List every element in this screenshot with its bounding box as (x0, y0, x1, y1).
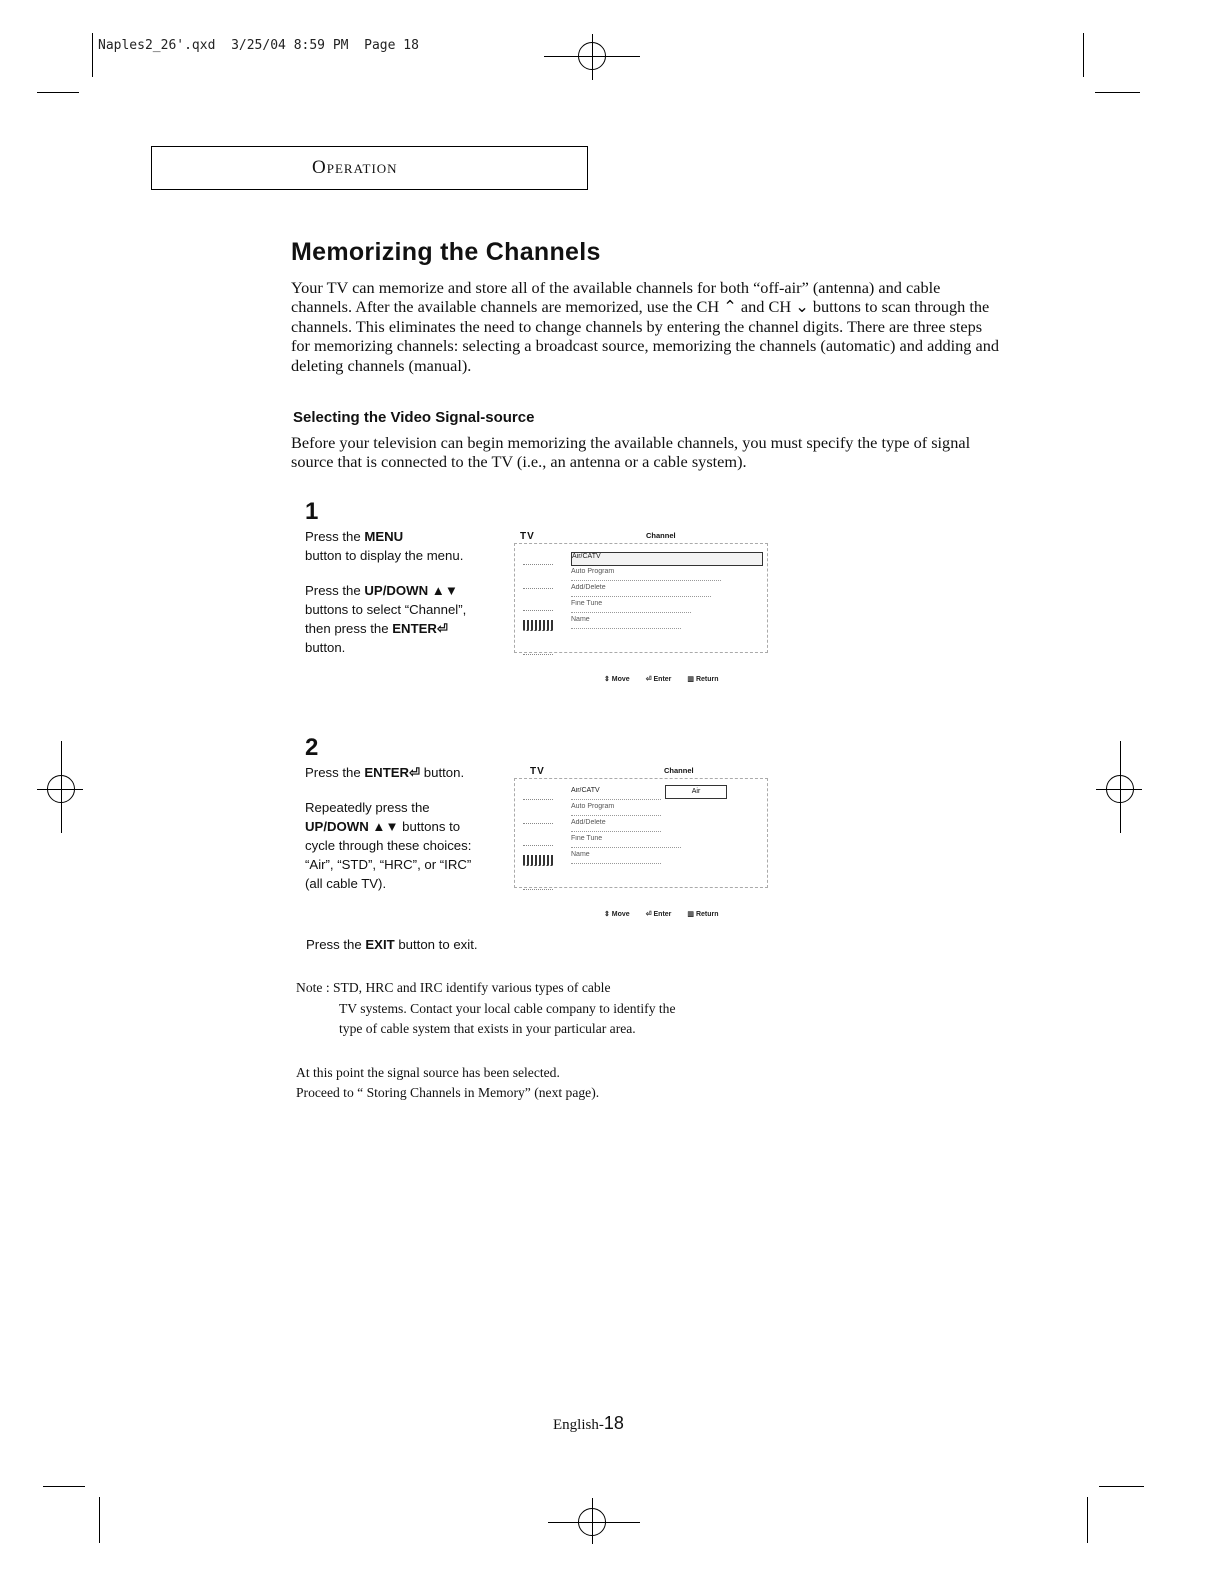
menu-footer (604, 675, 719, 683)
menu-row: Name (571, 616, 681, 629)
registration-mark-line (61, 741, 62, 833)
intro-paragraph: Your TV can memorize and store all of the available channels for both “off-air” (antenna) and cable channels. After the available channels are memorized, use the CH ⌃ and CH ⌄ buttons to scan through the channels. This eliminates the need to change channels by entering the channel digits. There are three steps for memorizing channels: selecting a broadcast source, memorizing the channels (automatic) and adding and deleting channels (manual). (291, 278, 999, 375)
menu-row: Auto Program (571, 568, 721, 581)
menu-frame (514, 543, 768, 653)
note-line: type of cable system that exists in your particular area. (339, 1021, 636, 1037)
input-icon (523, 875, 553, 890)
menu-row: Air/CATV (571, 787, 661, 800)
step-number: 2 (305, 734, 319, 761)
step-number: 1 (305, 498, 319, 525)
crop-mark (37, 92, 79, 93)
page-number: English-18 (553, 1413, 624, 1433)
note-line: Note : STD, HRC and IRC identify various types of cable (296, 980, 611, 995)
input-icon (523, 640, 553, 655)
crop-mark (1083, 33, 1084, 77)
sound-icon (523, 574, 553, 589)
menu-row: Fine Tune (571, 835, 681, 848)
enter-button-ref: ENTER⏎ (392, 621, 448, 636)
tv-menu-screenshot (506, 766, 768, 918)
registration-mark-line (592, 34, 593, 80)
menu-row: Auto Program (571, 803, 661, 816)
page-title: Memorizing the Channels (291, 238, 601, 266)
note-block (296, 978, 776, 1040)
crop-mark (43, 1486, 85, 1487)
closing-text (296, 1063, 599, 1103)
setup-icon (523, 855, 553, 866)
closing-line: Proceed to “ Storing Channels in Memory” (next page). (296, 1085, 600, 1100)
return-hint: ▥ Return (687, 911, 719, 918)
menu-sidebar (515, 544, 563, 652)
exit-instruction: Press the EXIT button to exit. (306, 937, 478, 952)
slug-time: 8:59 PM (293, 38, 349, 53)
picture-icon (523, 785, 553, 800)
menu-header: Channel (646, 531, 676, 540)
crop-mark (99, 1497, 100, 1543)
menu-row: Air/CATV (571, 552, 763, 566)
tv-menu-screenshot (506, 531, 768, 683)
menu-frame (514, 778, 768, 888)
menu-row: Name (571, 851, 661, 864)
registration-mark-line (1096, 789, 1142, 790)
tv-label: TV (530, 766, 545, 777)
menu-row: Fine Tune (571, 600, 691, 613)
enter-hint: ⏎ Enter (645, 911, 672, 918)
step-2-instructions: Press the ENTER⏎ button. Repeatedly press the UP/DOWN ▲▼ buttons to cycle through these choices: “Air”, “STD”, “HRC”, or “IRC” (all cable TV). (305, 765, 472, 891)
menu-header: Channel (664, 766, 694, 775)
closing-line: At this point the signal source has been selected. (296, 1065, 560, 1080)
channel-icon (523, 831, 553, 846)
updown-button-ref: UP/DOWN ▲▼ (364, 583, 458, 598)
enter-button-ref: ENTER⏎ (364, 765, 421, 780)
updown-button-ref: UP/DOWN ▲▼ (305, 819, 399, 834)
menu-row: Add/Delete (571, 584, 711, 597)
step-1-instructions: Press the MENU button to display the menu. Press the UP/DOWN ▲▼ buttons to select “Channel”, then press the ENTER⏎ button. (305, 529, 467, 655)
menu-button-ref: MENU (364, 529, 404, 544)
crop-mark (1087, 1497, 1088, 1543)
slug-filename: Naples2_26'.qxd (98, 38, 216, 53)
registration-mark-line (592, 1498, 593, 1544)
section-header-box (151, 146, 588, 190)
subsection-paragraph: Before your television can begin memorizing the available channels, you must specify the type of signal source that is connected to the TV (i.e., an antenna or a cable system). (291, 433, 971, 472)
menu-row: Add/Delete (571, 819, 661, 832)
menu-footer (604, 910, 719, 918)
slug-date: 3/25/04 (231, 38, 286, 53)
registration-mark-line (1120, 741, 1121, 833)
tv-label: TV (520, 531, 535, 542)
sound-icon (523, 809, 553, 824)
registration-mark-line (37, 789, 83, 790)
slug-page: Page 18 (364, 38, 419, 53)
crop-mark (92, 33, 93, 77)
enter-hint: ⏎ Enter (645, 676, 672, 683)
return-hint: ▥ Return (687, 676, 719, 683)
crop-mark (1099, 1486, 1144, 1487)
subsection-title: Selecting the Video Signal-source (293, 409, 535, 426)
move-hint: ⇕ Move (604, 911, 630, 918)
exit-button-ref: EXIT (365, 937, 395, 952)
selected-option-popup: Air (665, 785, 727, 799)
picture-icon (523, 550, 553, 565)
section-title: Operation (312, 157, 398, 178)
registration-mark-line (548, 1522, 640, 1523)
menu-sidebar (515, 779, 563, 887)
crop-mark (1095, 92, 1140, 93)
setup-icon (523, 620, 553, 631)
print-slug (98, 38, 419, 53)
move-hint: ⇕ Move (604, 676, 630, 683)
note-line: TV systems. Contact your local cable company to identify the (339, 1000, 676, 1016)
channel-icon (523, 596, 553, 611)
